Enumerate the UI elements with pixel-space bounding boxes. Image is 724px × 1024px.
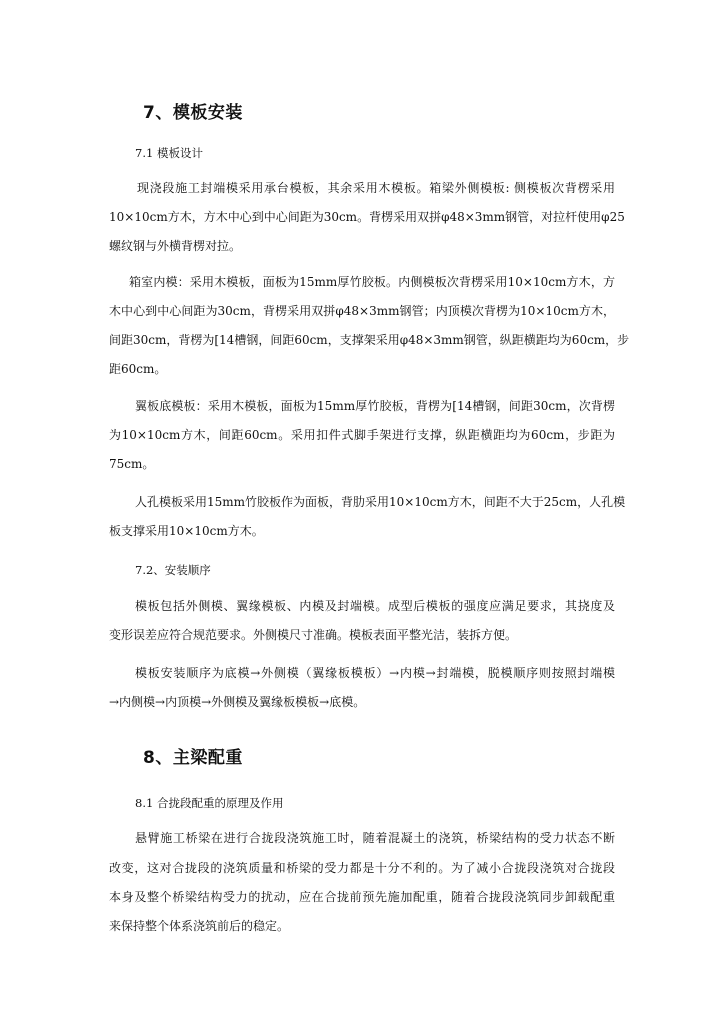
paragraph-line: 间距30cm，背楞为[14槽钢，间距60cm，支撑架采用φ48×3mm钢管，纵距横距均为60cm，步 — [109, 333, 630, 347]
paragraph-line: 模板包括外侧模、翼缘模板、内模及封端模。成型后模板的强度应满足要求，其挠度及 — [135, 599, 615, 613]
paragraph-line: 人孔模板采用15mm竹胶板作为面板，背肋采用10×10cm方木，间距不大于25cm，人孔模 — [135, 495, 626, 509]
section-7-1-heading: 7.1 模板设计 — [135, 146, 203, 160]
paragraph-line: 悬臂施工桥梁在进行合拢段浇筑施工时，随着混凝土的浇筑，桥梁结构的受力状态不断 — [135, 831, 615, 845]
paragraph-line: 本身及整个桥梁结构受力的扰动，应在合拢前预先施加配重，随着合拢段浇筑同步卸载配重 — [109, 890, 615, 904]
paragraph-line: 来保持整个体系浇筑前后的稳定。 — [109, 919, 290, 933]
paragraph-line: 现浇段施工封端模采用承台模板，其余采用木模板。箱梁外侧模板: 侧模板次背楞采用 — [137, 181, 615, 195]
paragraph-line: 为10×10cm方木，间距60cm。采用扣件式脚手架进行支撑，纵距横距均为60cm，步距为 — [109, 428, 615, 442]
paragraph-line: 改变，这对合拢段的浇筑质量和桥梁的受力都是十分不利的。为了减小合拢段浇筑对合拢段 — [109, 861, 615, 875]
section-8-heading: 8、主梁配重 — [143, 748, 243, 768]
paragraph-line: 箱室内模：采用木模板，面板为15mm厚竹胶板。内侧模板次背楞采用10×10cm方木，方 — [129, 275, 615, 289]
paragraph-line: →内侧模→内顶模→外侧模及翼缘板模板→底模。 — [109, 695, 366, 709]
paragraph-line: 翼板底模板：采用木模板，面板为15mm厚竹胶板，背楞为[14槽钢，间距30cm，次背楞 — [135, 399, 615, 413]
paragraph-line: 75cm。 — [109, 457, 155, 471]
paragraph-line: 10×10cm方木，方木中心到中心间距为30cm。背楞采用双拼φ48×3mm钢管，对拉杆使用φ25 — [109, 210, 625, 224]
paragraph-line: 变形误差应符合规范要求。外侧模尺寸准确。模板表面平整光洁，装拆方便。 — [109, 628, 518, 642]
section-7-heading: 7、模板安装 — [143, 103, 243, 123]
paragraph-line: 板支撑采用10×10cm方木。 — [109, 524, 264, 538]
section-7-2-heading: 7.2、安装顺序 — [135, 563, 211, 577]
section-8-1-heading: 8.1 合拢段配重的原理及作用 — [135, 796, 284, 810]
paragraph-line: 模板安装顺序为底模→外侧模（翼缘板模板）→内模→封端模，脱模顺序则按照封端模 — [135, 666, 615, 680]
paragraph-line: 螺纹钢与外横背楞对拉。 — [109, 239, 242, 253]
paragraph-line: 木中心到中心间距为30cm，背楞采用双拼φ48×3mm钢管；内顶模次背楞为10×10cm方木， — [109, 304, 615, 318]
paragraph-line: 距60cm。 — [109, 362, 167, 376]
